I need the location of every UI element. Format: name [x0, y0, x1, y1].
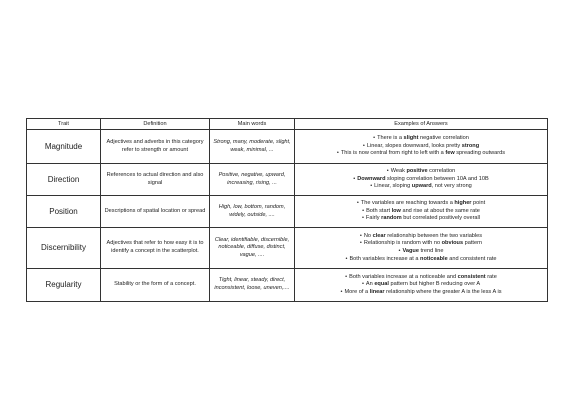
- example-text: correlation: [427, 168, 456, 175]
- bullet-icon: •: [361, 281, 364, 288]
- example-keyword: higher: [454, 200, 472, 207]
- example-line: [298, 200, 544, 208]
- table-header-row: [27, 119, 548, 130]
- example-text: relationship between the two variables: [385, 232, 483, 239]
- bullet-icon: •: [398, 248, 401, 254]
- bullet-icon: •: [359, 232, 362, 239]
- example-keyword: linear: [369, 288, 385, 295]
- example-line: [298, 135, 544, 143]
- example-text: Relationship is random with no: [363, 240, 442, 247]
- example-keyword: obvious: [441, 240, 464, 247]
- bullet-icon: •: [386, 168, 389, 175]
- example-text: and rise at about the same rate: [400, 207, 480, 214]
- example-text: relationship where the greater A is the less A is: [384, 288, 502, 295]
- bullet-icon: •: [359, 240, 362, 247]
- example-text: pattern: [463, 240, 483, 247]
- example-text: Both variables increase at a: [349, 255, 421, 262]
- table-row: [27, 130, 548, 164]
- bullet-icon: •: [345, 255, 348, 262]
- main-words-cell: High, low, bottom, random, widely, outside, ....: [210, 196, 295, 228]
- table-row: [27, 269, 548, 302]
- example-line: [298, 240, 544, 248]
- examples-cell: [295, 269, 548, 302]
- example-text: pattern but higher B reducing over A: [388, 281, 481, 288]
- example-keyword: equal: [374, 281, 389, 288]
- example-text: Both variables increase at a noticeable and: [349, 273, 458, 280]
- bullet-icon: •: [370, 183, 373, 190]
- header-trait: Trait: [27, 119, 101, 130]
- trait-cell: Position: [27, 196, 101, 228]
- bullet-icon: •: [361, 215, 364, 222]
- bullet-icon: •: [336, 150, 339, 157]
- trait-cell: Discernibility: [27, 228, 101, 269]
- example-text: Fairly: [365, 215, 382, 222]
- example-line: [298, 150, 544, 158]
- example-line: [298, 274, 544, 282]
- example-text: No: [363, 232, 373, 239]
- example-keyword: slight: [403, 135, 419, 142]
- table-row: [27, 164, 548, 196]
- example-line: [298, 256, 544, 264]
- example-text: Linear, sloping: [374, 183, 412, 190]
- main-words-cell: Tight, linear, steady, direct, inconsistent, loose, uneven,....: [210, 269, 295, 302]
- trait-cell: Regularity: [27, 269, 101, 302]
- example-text: Weak: [390, 168, 407, 175]
- main-words-cell: Clear, identifiable, discernible, noticeable, diffuse, distinct, vague, ....: [210, 228, 295, 269]
- example-keyword: random: [381, 215, 402, 222]
- definition-cell: Adjectives and adverbs in this category refer to strength or amount: [101, 130, 210, 164]
- example-keyword: upward: [411, 183, 432, 190]
- bullet-icon: •: [353, 175, 356, 182]
- definition-cell: Adjectives that refer to how easy it is to identify a concept in the scatterplot.: [101, 228, 210, 269]
- examples-cell: [295, 196, 548, 228]
- example-line: [298, 176, 544, 184]
- bullet-icon: •: [373, 135, 376, 142]
- example-text: sloping correlation between 10A and 10B: [385, 175, 489, 182]
- example-line: [298, 143, 544, 151]
- example-text: point: [471, 200, 486, 207]
- example-line: [298, 168, 544, 176]
- example-line: [298, 281, 544, 289]
- example-text: trend line: [418, 248, 444, 254]
- example-line: [298, 183, 544, 191]
- example-text: Both start: [366, 207, 392, 214]
- example-text: negative correlation: [418, 135, 469, 142]
- examples-cell: [295, 164, 548, 196]
- bullet-icon: •: [362, 142, 365, 149]
- traits-table: [26, 118, 548, 302]
- header-definition: Definition: [101, 119, 210, 130]
- example-keyword: consistent: [457, 273, 486, 280]
- example-text: rate: [485, 273, 497, 280]
- definition-cell: Descriptions of spatial location or spread: [101, 196, 210, 228]
- bullet-icon: •: [362, 207, 365, 214]
- example-text: More of a: [344, 288, 370, 295]
- example-keyword: clear: [372, 232, 386, 239]
- table-row: [27, 228, 548, 269]
- definition-cell: Stability or the form of a concept.: [101, 269, 210, 302]
- definition-cell: References to actual direction and also signal: [101, 164, 210, 196]
- example-text: and consistent rate: [447, 255, 497, 262]
- example-text: The variables are reaching towards a: [360, 200, 455, 207]
- bullet-icon: •: [356, 200, 359, 207]
- example-text: An: [365, 281, 375, 288]
- examples-cell: [295, 228, 548, 269]
- trait-cell: Magnitude: [27, 130, 101, 164]
- example-keyword: Vague: [402, 248, 419, 254]
- header-main-words: Main words: [210, 119, 295, 130]
- example-keyword: low: [391, 207, 401, 214]
- header-examples: Examples of Answers: [295, 119, 548, 130]
- example-text: There is a: [377, 135, 404, 142]
- example-keyword: few: [445, 150, 455, 157]
- example-text: but correlated positively overall: [401, 215, 481, 222]
- example-keyword: positive: [406, 168, 428, 175]
- example-line: [298, 233, 544, 241]
- table-row: [27, 196, 548, 228]
- example-text: Linear, slopes downward, looks pretty: [366, 142, 462, 149]
- example-line: [298, 248, 544, 256]
- examples-cell: [295, 130, 548, 164]
- example-text: , not very strong: [431, 183, 472, 190]
- bullet-icon: •: [345, 273, 348, 280]
- bullet-icon: •: [340, 288, 343, 295]
- example-text: spreading outwards: [454, 150, 506, 157]
- example-text: This is now central from right to left with a: [340, 150, 446, 157]
- traits-table-container: [26, 118, 547, 302]
- example-line: [298, 215, 544, 223]
- example-keyword: Downward: [357, 175, 386, 182]
- example-keyword: strong: [461, 142, 480, 149]
- main-words-cell: Positive, negative, upward, increasing, rising, ...: [210, 164, 295, 196]
- trait-cell: Direction: [27, 164, 101, 196]
- example-line: [298, 289, 544, 297]
- example-line: [298, 208, 544, 216]
- main-words-cell: Strong, many, moderate, slight, weak, minimal, ...: [210, 130, 295, 164]
- example-keyword: noticeable: [420, 255, 448, 262]
